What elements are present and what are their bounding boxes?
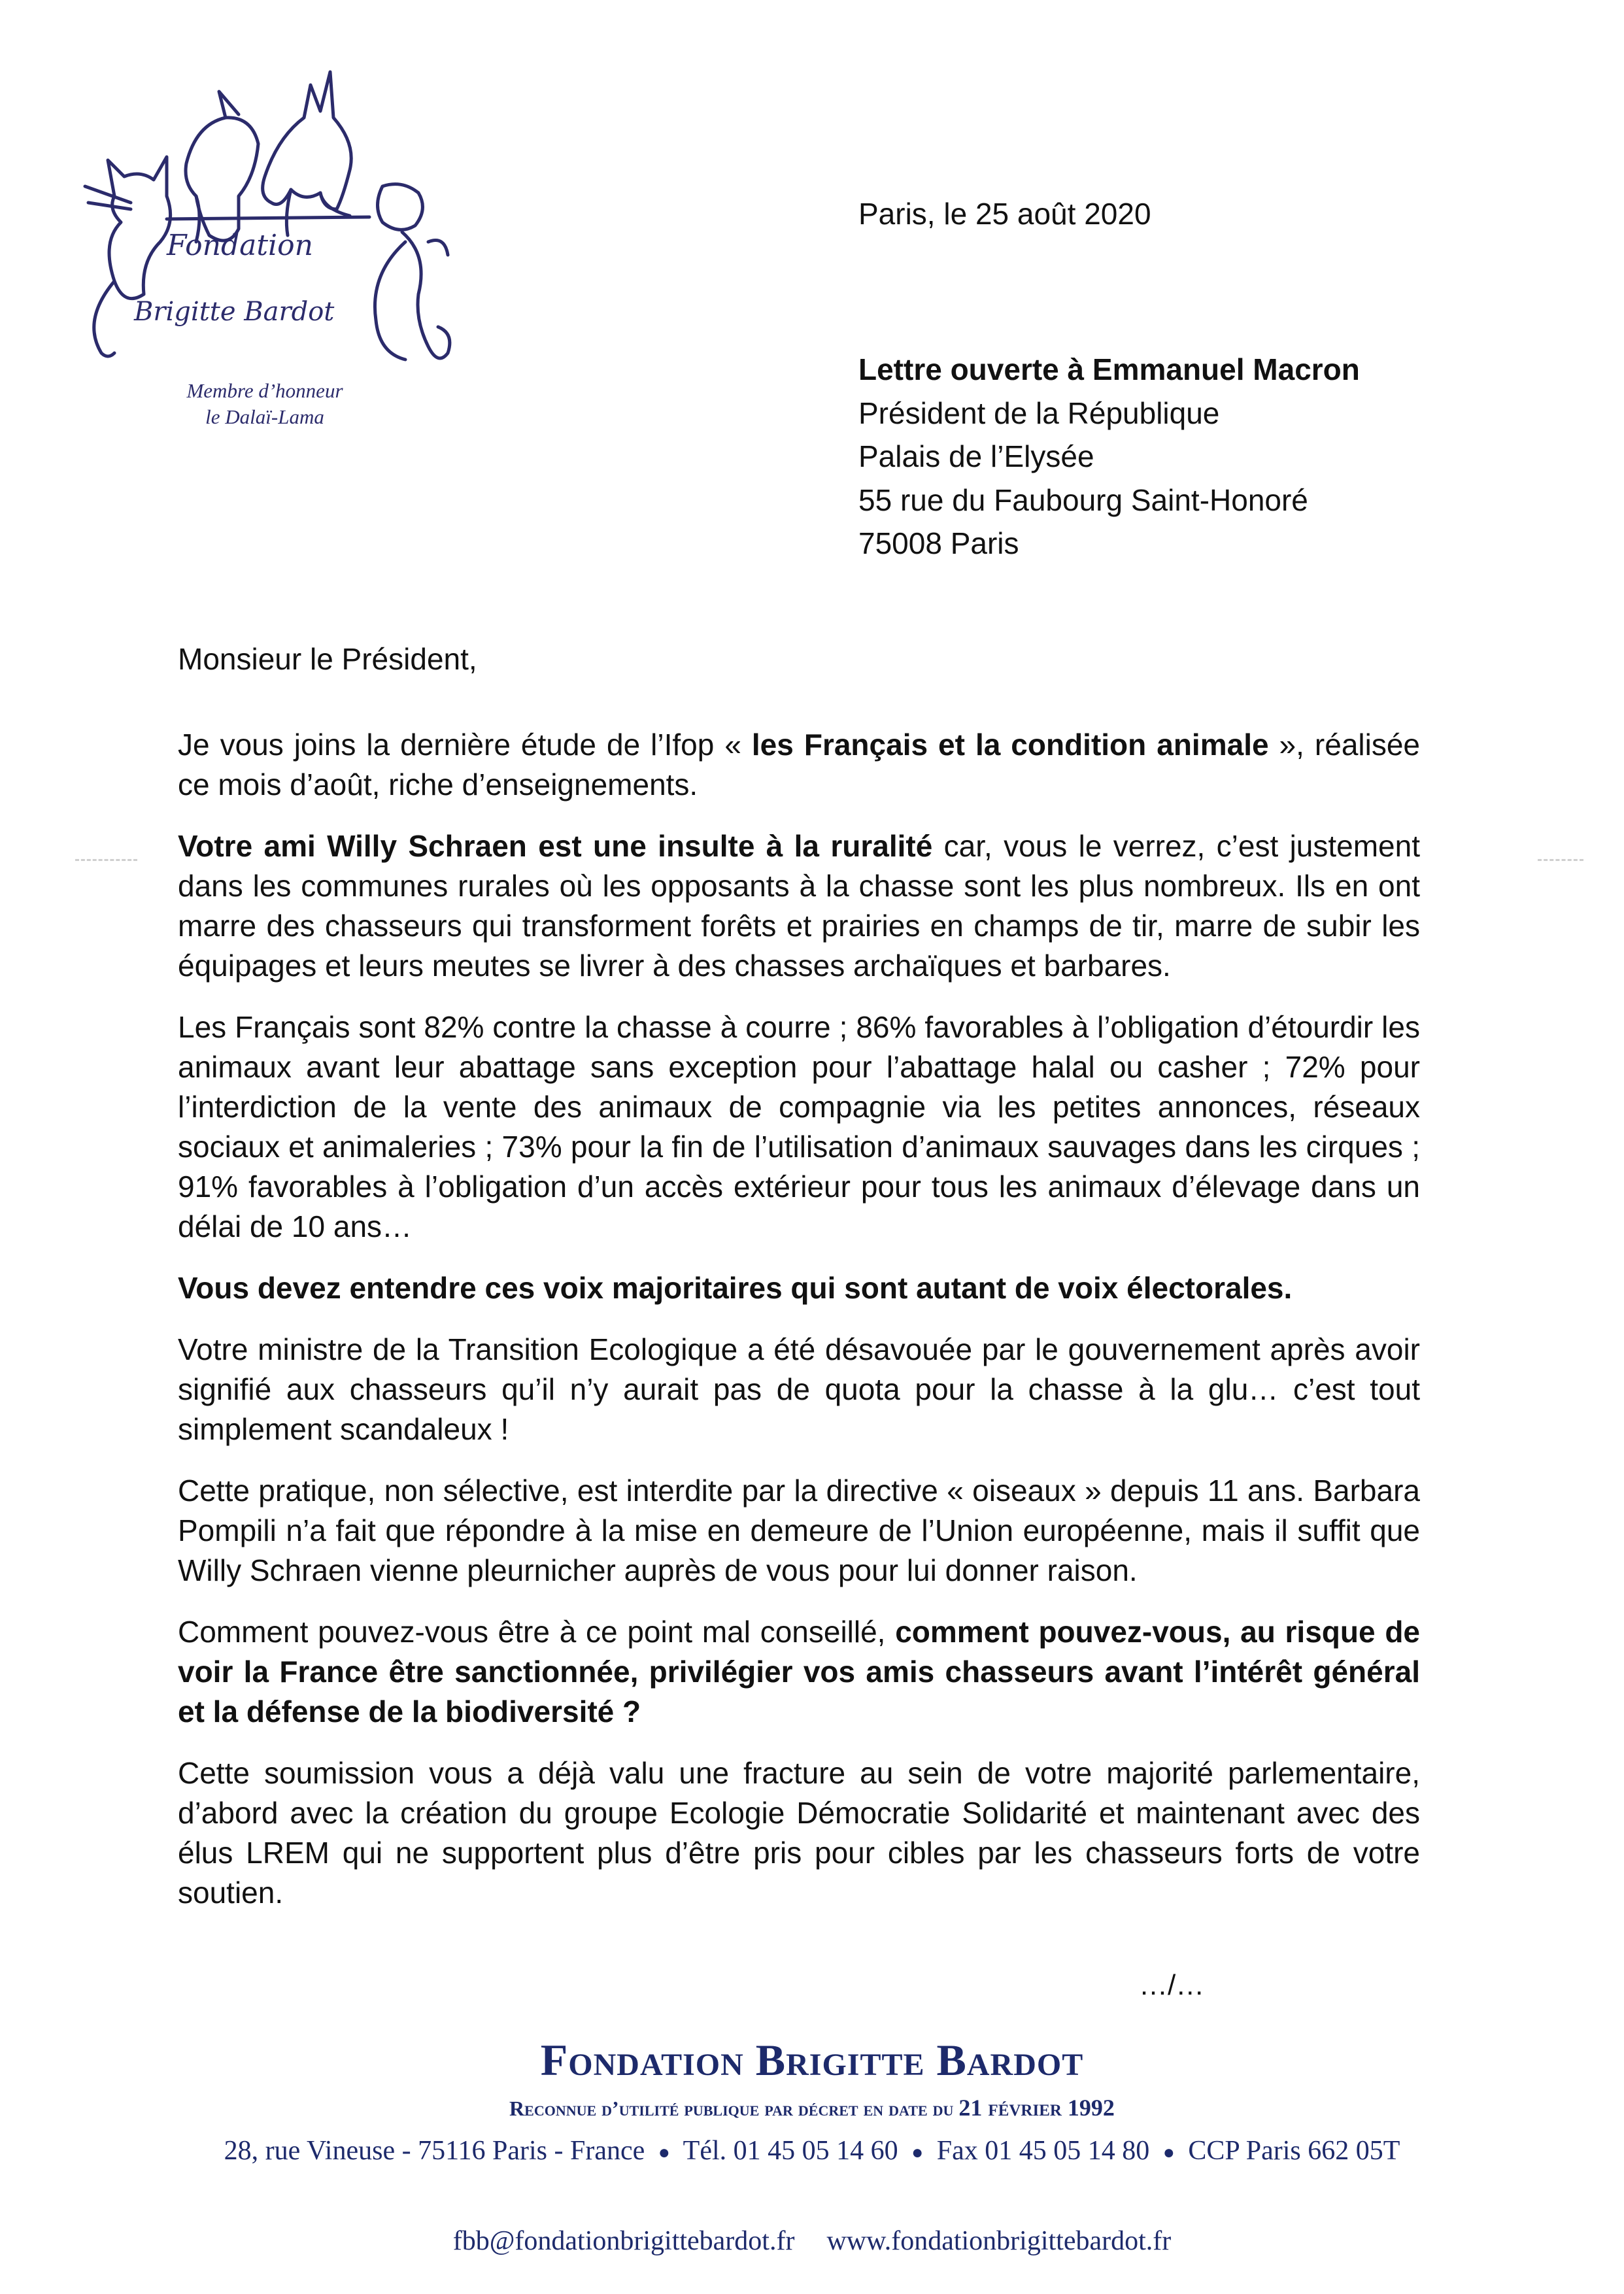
logo-script-name: Brigitte Bardot bbox=[134, 297, 335, 327]
letter-date: Paris, le 25 août 2020 bbox=[858, 197, 1151, 231]
footer-email-link[interactable]: fbb@fondationbrigittebardot.fr bbox=[452, 2226, 795, 2256]
paragraph-3: Les Français sont 82% contre la chasse à courre ; 86% favorables à l’obligation d’étourdir les animaux avant leur abattage sans exception pour l’abattage halal ou casher ; 72% pour l’interdiction de la vente des animaux de compagnie via les petites annonces, réseaux sociaux et animaleries ; 73% pour la fin de l’utilisation d’animaux sauvages dans les cirques ; 91% favorables à l’obligation d’un accès extérieur pour tous les animaux d’élevage dans un délai de 10 ans… bbox=[178, 1010, 1420, 1243]
paragraph-5: Votre ministre de la Transition Ecologique a été désavouée par le gouvernement après avoir signifié aux chasseurs qu’il n’y aurait pas de quota pour la chasse à la glu… c’est tout simplement scandaleux ! bbox=[178, 1332, 1420, 1446]
recognition-text: Reconnue d’utilité publique par décret en date du bbox=[509, 2097, 954, 2120]
p1-text-c: », réalisée ce mois d’août, riche d’enseignements. bbox=[178, 728, 1421, 801]
footer-web bbox=[0, 2224, 1624, 2258]
p4-emphasis: Vous devez entendre ces voix majoritaires qui sont autant de voix électorales. bbox=[178, 1271, 1293, 1305]
bullet-separator-1: ● bbox=[658, 2142, 670, 2164]
scan-mark-left bbox=[75, 859, 137, 861]
continued-marker: …/… bbox=[1139, 1969, 1205, 2001]
footer-ccp: CCP Paris 662 05T bbox=[1188, 2136, 1400, 2166]
addressee-palace: Palais de l’Elysée bbox=[858, 439, 1094, 473]
honorary-line-2: le Dalaï-Lama bbox=[205, 405, 324, 428]
paragraph-2 bbox=[178, 826, 1420, 986]
paragraph-6: Cette pratique, non sélective, est interdite par la directive « oiseaux » depuis 11 ans. Barbara Pompili n’a fait que répondre à la mise en demeure de l’Union européenne, mais il suffit que Willy Schraen vienne pleurnicher auprès de vous pour lui donner raison. bbox=[178, 1474, 1420, 1587]
addressee-title: Lettre ouverte à Emmanuel Macron bbox=[858, 352, 1360, 386]
addressee-block bbox=[858, 348, 1360, 565]
scan-mark-right bbox=[1538, 859, 1583, 861]
p7-emphasis: comment pouvez-vous, au risque de voir la France être sanctionnée, privilégier vos amis chasseurs avant l’intérêt général et la défense de la biodiversité ? bbox=[178, 1615, 1420, 1729]
foundation-logo bbox=[62, 46, 454, 379]
honorary-member bbox=[157, 378, 373, 430]
addressee-street: 55 rue du Faubourg Saint-Honoré bbox=[858, 482, 1308, 517]
recognition-date: 21 février 1992 bbox=[958, 2095, 1115, 2121]
salutation: Monsieur le Président, bbox=[178, 642, 477, 676]
bullet-separator-3: ● bbox=[1162, 2142, 1175, 2164]
paragraph-1 bbox=[178, 725, 1420, 805]
p2-emphasis: Votre ami Willy Schraen est une insulte à la ruralité bbox=[178, 829, 933, 863]
footer-website-link[interactable]: www.fondationbrigittebardot.fr bbox=[826, 2226, 1172, 2256]
letter-body bbox=[178, 639, 1420, 1934]
footer-org-name: Fondation Brigitte Bardot bbox=[540, 2035, 1084, 2085]
p2-text: car, vous le verrez, c’est justement dans les communes rurales où les opposants à la chasse sont les plus nombreux. Ils en ont marre des chasseurs qui transforment forêts et prairies en champs de tir, marre de subir les équipages et leurs meutes se livrer à des chasses archaïques et barbares. bbox=[178, 829, 1421, 983]
honorary-line-1: Membre d’honneur bbox=[186, 379, 343, 402]
p7-text: Comment pouvez-vous être à ce point mal conseillé, bbox=[178, 1615, 896, 1649]
paragraph-7 bbox=[178, 1612, 1420, 1732]
addressee-city: 75008 Paris bbox=[858, 526, 1019, 560]
addressee-role: Président de la République bbox=[858, 396, 1220, 430]
footer-recognition bbox=[0, 2095, 1624, 2121]
paragraph-8: Cette soumission vous a déjà valu une fracture au sein de votre majorité parlementaire, d’abord avec la création du groupe Ecologie Démocratie Solidarité et maintenant avec des élus LREM qui ne supportent plus d’être pris pour cibles par les chasseurs forts de votre soutien. bbox=[178, 1756, 1420, 1910]
footer-contact bbox=[0, 2134, 1624, 2170]
paragraph-4 bbox=[178, 1268, 1420, 1308]
p1-text-a: Je vous joins la dernière étude de l’Ifop « bbox=[178, 728, 752, 762]
footer-tel: Tél. 01 45 05 14 60 bbox=[683, 2136, 898, 2166]
bullet-separator-2: ● bbox=[911, 2142, 924, 2164]
footer-address: 28, rue Vineuse - 75116 Paris - France bbox=[224, 2136, 645, 2166]
logo-script-fondation: Fondation bbox=[167, 229, 313, 262]
p1-study-title: les Français et la condition animale bbox=[751, 728, 1269, 762]
footer-fax: Fax 01 45 05 14 80 bbox=[936, 2136, 1150, 2166]
